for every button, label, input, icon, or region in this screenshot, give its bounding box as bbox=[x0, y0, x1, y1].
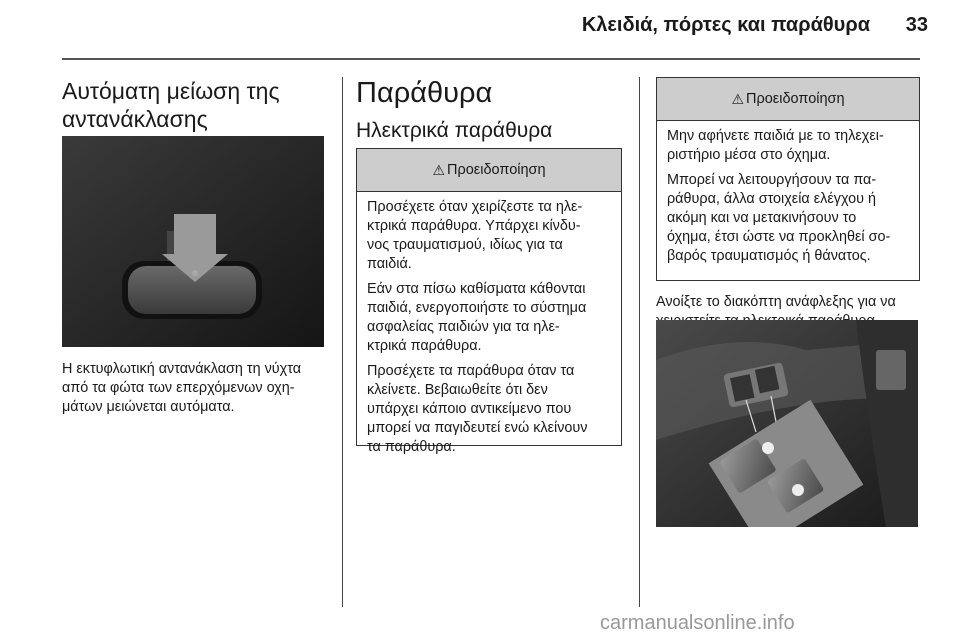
warning-paragraph-2: Μπορεί να λειτουργήσουν τα πα- ράθυρα, άλλα στοιχεία ελέγχου ή ακόμη και να μετακινήσουν το όχημα, έτσι ώστε να προκληθεί σο- βαρός τραυματισμός ή θάνατος. bbox=[667, 172, 891, 264]
warning-box-power-windows bbox=[356, 148, 622, 455]
ignition-instruction-text: Ανοίξτε το διακόπτη ανάφλεξης για να bbox=[656, 294, 896, 310]
auto-dimming-text: Η εκτυφλωτική αντανάκλαση τη νύχτα από τα φώτα των επερχόμενων οχη- μάτων μειώνεται αυτόματα. bbox=[62, 361, 302, 415]
warning-header bbox=[357, 149, 621, 192]
header-rule bbox=[62, 58, 920, 60]
footer-watermark: carmanualsonline.info bbox=[600, 612, 795, 634]
section-heading-auto-dimming: Αυτόματη μείωση της αντανάκλασης bbox=[62, 78, 280, 132]
warning-paragraph-1: Προσέχετε όταν χειρίζεστε τα ηλε- κτρικά παράθυρα. Υπάρχει κίνδυ- νος τραυματισμού, ιδίως για τα παιδιά. bbox=[367, 199, 583, 272]
warning-label: Προειδοποίηση bbox=[447, 162, 546, 178]
column-divider-right bbox=[639, 77, 640, 607]
warning-label: Προειδοποίηση bbox=[746, 91, 845, 107]
warning-body bbox=[657, 121, 919, 278]
running-header-title: Κλειδιά, πόρτες και παράθυρα bbox=[581, 14, 870, 36]
rearview-mirror-image bbox=[62, 136, 324, 347]
warning-triangle-icon: ⚠ bbox=[432, 161, 445, 178]
warning-header bbox=[657, 78, 919, 121]
page-number: 33 bbox=[905, 14, 928, 36]
warning-box-remote bbox=[656, 77, 920, 281]
section-title-windows: Παράθυρα bbox=[356, 77, 493, 109]
warning-paragraph-1: Μην αφήνετε παιδιά με το τηλεχει- ριστήριο μέσα στο όχημα. bbox=[667, 128, 884, 163]
door-switch-panel-image bbox=[656, 320, 918, 527]
column-divider-left bbox=[342, 77, 343, 607]
mirror-illustration bbox=[62, 136, 324, 347]
window-switch-illustration bbox=[656, 320, 918, 527]
warning-body bbox=[357, 192, 621, 469]
warning-paragraph-3: Προσέχετε τα παράθυρα όταν τα κλείνετε. Βεβαιωθείτε ότι δεν υπάρχει κάποιο αντικείμενο που μπορεί να παγιδευτεί ενώ κλείνουν τα παράθυρα. bbox=[367, 363, 588, 455]
warning-paragraph-2: Εάν στα πίσω καθίσματα κάθονται παιδιά, ενεργοποιήστε το σύστημα ασφαλείας παιδιών για τα ηλε- κτρικά παράθυρα. bbox=[367, 281, 587, 354]
warning-triangle-icon: ⚠ bbox=[731, 90, 744, 107]
subsection-title-power-windows: Ηλεκτρικά παράθυρα bbox=[356, 119, 553, 142]
